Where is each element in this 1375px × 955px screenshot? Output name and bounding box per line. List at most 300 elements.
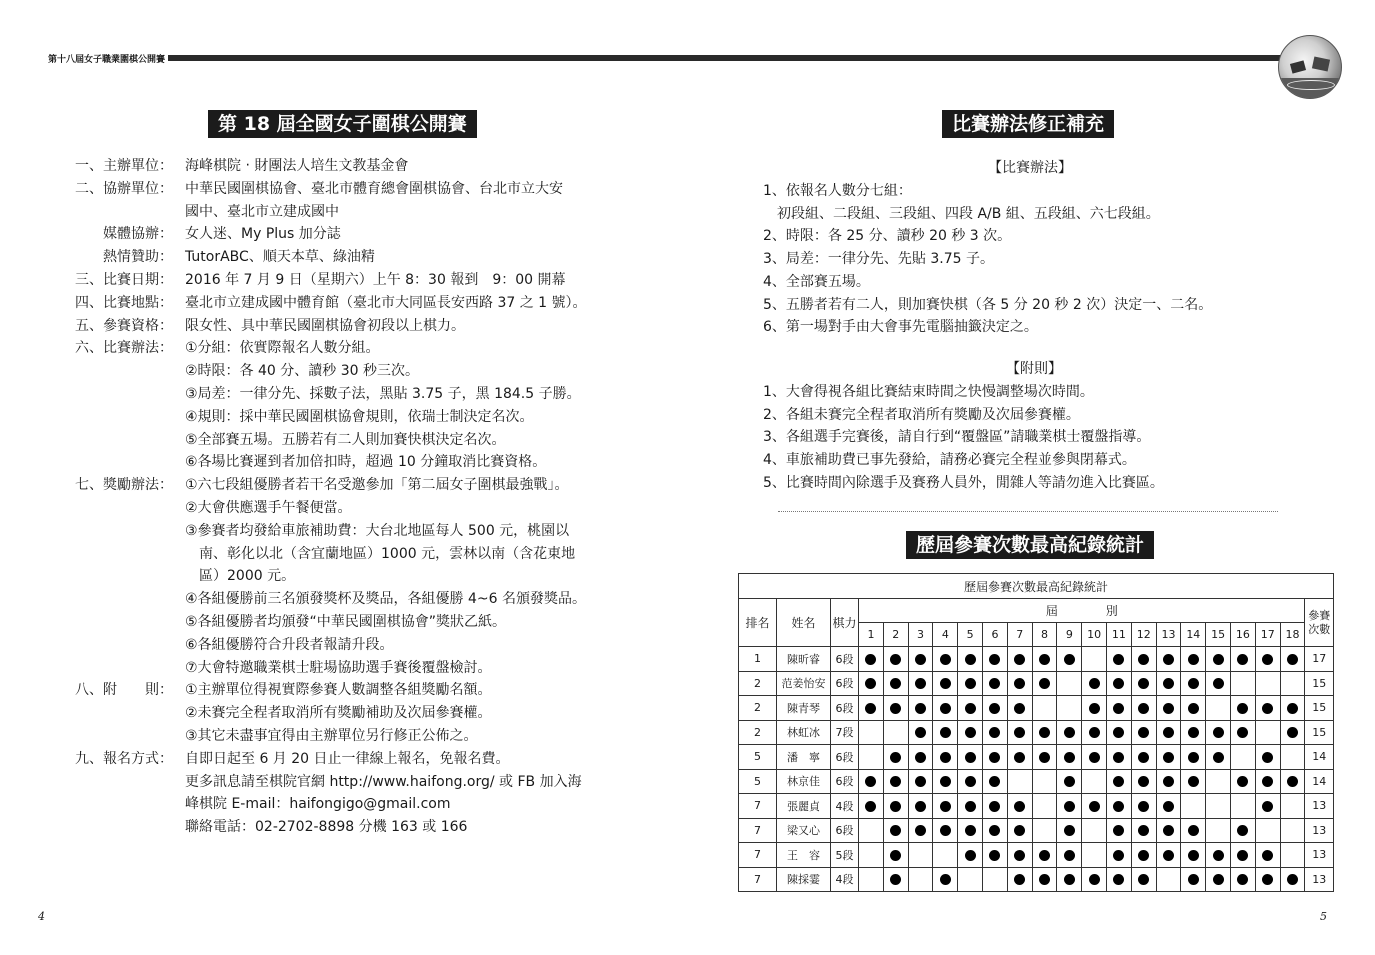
rule-item: 6、第一場對手由大會事先電腦抽籤決定之。 [763, 319, 1038, 336]
cell-attendance [958, 769, 983, 794]
table-caption: 歷屆參賽次數最高紀錄統計 [739, 574, 1334, 599]
attendance-dot [989, 678, 1000, 689]
cell-rank: 5 [739, 745, 777, 770]
cell-attendance [883, 671, 908, 696]
attendance-dot [1113, 727, 1124, 738]
cell-attendance [1231, 867, 1256, 892]
rule-item: 4、全部賽五場。 [763, 273, 870, 290]
cell-attendance [958, 794, 983, 819]
cell-attendance [1255, 647, 1280, 672]
cell-attendance [1255, 794, 1280, 819]
attendance-dot [1163, 776, 1174, 787]
cell-attendance [1082, 647, 1107, 672]
cell-level: 6段 [831, 818, 859, 843]
left-item-text: ④規則：採中華民國圍棋協會規則，依瑞士制決定名次。 [185, 408, 534, 425]
cell-attendance [1181, 696, 1206, 721]
session-number: 17 [1255, 623, 1280, 647]
cell-attendance [1255, 769, 1280, 794]
cell-attendance [1131, 647, 1156, 672]
session-number: 7 [1007, 623, 1032, 647]
attendance-dot [940, 801, 951, 812]
cell-attendance [1156, 720, 1181, 745]
cell-attendance [1206, 720, 1231, 745]
table-row [739, 745, 1334, 770]
cell-level: 5段 [831, 843, 859, 868]
attendance-dot [989, 850, 1000, 861]
attendance-dot [1262, 850, 1273, 861]
attendance-dot [965, 678, 976, 689]
dotted-divider [778, 511, 1278, 512]
left-item-text: ③其它未盡事宜得由主辦單位另行修正公佈之。 [185, 728, 478, 744]
cell-attendance [1280, 794, 1305, 819]
session-number: 10 [1082, 623, 1107, 647]
left-item-label: 六、比賽辦法： [75, 340, 173, 357]
attendance-dot [1188, 703, 1199, 714]
cell-attendance [1181, 818, 1206, 843]
left-item-text: ②大會供應選手午餐便當。 [185, 500, 352, 516]
attendance-dot [989, 825, 1000, 836]
cell-attendance [1206, 818, 1231, 843]
attendance-dot [989, 752, 1000, 763]
cell-attendance [1255, 867, 1280, 892]
table-row [739, 696, 1334, 721]
left-item-text: ②未賽完全程者取消所有獎勵補助及次屆參賽權。 [185, 705, 492, 722]
session-number: 15 [1206, 623, 1231, 647]
cell-name: 梁又心 [777, 818, 831, 843]
left-item-text: 區）2000 元。 [185, 568, 296, 585]
attendance-dot [1064, 727, 1075, 738]
attendance-dot [1014, 752, 1025, 763]
cell-attendance [908, 843, 933, 868]
left-item-text: ①六七段組優勝者若干名受邀參加「第二屆女子圍棋最強戰」。 [185, 477, 569, 494]
attendance-dot [965, 850, 976, 861]
cell-attendance [1107, 867, 1132, 892]
cell-attendance [1082, 745, 1107, 770]
cell-attendance [1156, 794, 1181, 819]
cell-attendance [1032, 745, 1057, 770]
attendance-dot [1188, 727, 1199, 738]
cell-count: 17 [1305, 647, 1334, 672]
attendance-dot [890, 850, 901, 861]
record-table [738, 573, 1334, 892]
cell-attendance [1032, 794, 1057, 819]
cell-attendance [1255, 843, 1280, 868]
cell-attendance [1156, 647, 1181, 672]
cell-attendance [1131, 720, 1156, 745]
cell-attendance [1280, 647, 1305, 672]
attendance-dot [865, 776, 876, 787]
attendance-dot [1014, 703, 1025, 714]
annex-item: 4、車旅補助費已事先發給，請務必賽完全程並參與閉幕式。 [763, 452, 1136, 469]
cell-attendance [1107, 794, 1132, 819]
attendance-dot [1237, 850, 1248, 861]
cell-attendance [908, 696, 933, 721]
left-item-text: 女人迷、My Plus 加分誌 [185, 226, 341, 243]
cell-attendance [1156, 843, 1181, 868]
attendance-dot [1014, 850, 1025, 861]
left-item-text: ③參賽者均發給車旅補助費：大台北地區每人 500 元，桃園以 [185, 522, 570, 539]
session-number: 16 [1231, 623, 1256, 647]
cell-attendance [933, 671, 958, 696]
logo [1278, 35, 1342, 99]
attendance-dot [1113, 776, 1124, 787]
cell-attendance [1007, 745, 1032, 770]
attendance-dot [890, 776, 901, 787]
attendance-dot [1014, 678, 1025, 689]
attendance-dot [1287, 703, 1298, 714]
cell-attendance [1057, 745, 1082, 770]
cell-attendance [1131, 794, 1156, 819]
cell-attendance [883, 794, 908, 819]
cell-attendance [908, 794, 933, 819]
cell-attendance [1206, 745, 1231, 770]
attendance-dot [1113, 752, 1124, 763]
attendance-dot [915, 703, 926, 714]
cell-attendance [1206, 671, 1231, 696]
attendance-dot [1213, 752, 1224, 763]
attendance-dot [1163, 703, 1174, 714]
left-item-label: 熱情贊助： [75, 249, 173, 266]
cell-attendance [1131, 745, 1156, 770]
cell-attendance [1107, 671, 1132, 696]
cell-attendance [1057, 843, 1082, 868]
attendance-dot [1163, 752, 1174, 763]
rule-item: 5、五勝者若有二人，則加賽快棋（各 5 分 20 秒 2 次）決定一、二名。 [763, 296, 1213, 313]
cell-level: 4段 [831, 867, 859, 892]
attendance-dot [890, 703, 901, 714]
attendance-dot [1163, 850, 1174, 861]
left-item-text: ①分組：依實際報名人數分組。 [185, 340, 380, 357]
session-number: 9 [1057, 623, 1082, 647]
attendance-dot [1039, 874, 1050, 885]
attendance-dot [1113, 874, 1124, 885]
cell-count: 13 [1305, 843, 1334, 868]
attendance-dot [1113, 825, 1124, 836]
cell-attendance [1032, 818, 1057, 843]
cell-attendance [883, 843, 908, 868]
attendance-dot [989, 776, 1000, 787]
left-item-label: 五、參賽資格： [75, 317, 173, 334]
attendance-dot [989, 654, 1000, 665]
cell-count: 13 [1305, 818, 1334, 843]
cell-attendance [1231, 671, 1256, 696]
attendance-dot [1089, 678, 1100, 689]
cell-attendance [908, 671, 933, 696]
cell-attendance [1156, 745, 1181, 770]
attendance-dot [1014, 825, 1025, 836]
cell-attendance [1181, 720, 1206, 745]
attendance-dot [1213, 678, 1224, 689]
cell-count: 15 [1305, 671, 1334, 696]
cell-attendance [859, 818, 884, 843]
left-item-text: 自即日起至 6 月 20 日止一律線上報名，免報名費。 [185, 750, 510, 767]
cell-attendance [1156, 696, 1181, 721]
cell-attendance [1007, 671, 1032, 696]
attendance-dot [1262, 874, 1273, 885]
attendance-dot [1163, 654, 1174, 665]
attendance-dot [940, 678, 951, 689]
attendance-dot [1138, 874, 1149, 885]
cell-attendance [1007, 720, 1032, 745]
cell-level: 6段 [831, 647, 859, 672]
left-title: 第 18 屆全國女子圍棋公開賽 [208, 110, 477, 138]
attendance-dot [940, 874, 951, 885]
cell-attendance [958, 647, 983, 672]
left-item-text: 南、彰化以北（含宜蘭地區）1000 元，雲林以南（含花東地 [185, 545, 576, 562]
cell-count: 13 [1305, 794, 1334, 819]
cell-attendance [958, 818, 983, 843]
cell-attendance [883, 818, 908, 843]
cell-attendance [1231, 843, 1256, 868]
attendance-dot [965, 703, 976, 714]
cell-attendance [983, 843, 1008, 868]
cell-attendance [958, 671, 983, 696]
cell-attendance [1032, 720, 1057, 745]
cell-attendance [1107, 647, 1132, 672]
attendance-dot [915, 776, 926, 787]
left-item-text: 2016 年 7 月 9 日（星期六）上午 8：30 報到 9：00 開幕 [185, 272, 566, 288]
table-row [739, 818, 1334, 843]
cell-attendance [1181, 769, 1206, 794]
cell-attendance [1032, 769, 1057, 794]
cell-attendance [1206, 696, 1231, 721]
attendance-dot [1014, 727, 1025, 738]
cell-attendance [983, 720, 1008, 745]
attendance-dot [940, 654, 951, 665]
attendance-dot [1039, 678, 1050, 689]
cell-name: 陳昕睿 [777, 647, 831, 672]
cell-attendance [883, 867, 908, 892]
cell-attendance [1032, 867, 1057, 892]
cell-attendance [859, 745, 884, 770]
attendance-dot [1262, 776, 1273, 787]
cell-attendance [1231, 818, 1256, 843]
cell-attendance [1007, 867, 1032, 892]
attendance-dot [915, 727, 926, 738]
left-item-text: 海峰棋院 ‧ 財團法人培生文教基金會 [185, 158, 409, 174]
cell-attendance [933, 745, 958, 770]
attendance-dot [940, 752, 951, 763]
attendance-dot [1064, 776, 1075, 787]
annex-heading: 【附則】 [1006, 361, 1062, 377]
attendance-dot [940, 776, 951, 787]
cell-rank: 7 [739, 794, 777, 819]
cell-count: 13 [1305, 867, 1334, 892]
cell-attendance [1231, 696, 1256, 721]
cell-level: 6段 [831, 769, 859, 794]
left-item-label: 媒體協辦： [75, 226, 173, 243]
cell-rank: 7 [739, 818, 777, 843]
cell-attendance [1032, 647, 1057, 672]
cell-attendance [1082, 671, 1107, 696]
attendance-dot [1213, 874, 1224, 885]
attendance-dot [1163, 801, 1174, 812]
cell-attendance [1131, 671, 1156, 696]
left-item-text: 臺北市立建成國中體育館（臺北市大同區長安西路 37 之 1 號）。 [185, 294, 587, 311]
attendance-dot [1113, 678, 1124, 689]
attendance-dot [865, 703, 876, 714]
left-item-text: 聯絡電話：02-2702-8898 分機 163 或 166 [185, 819, 468, 836]
cell-attendance [1082, 720, 1107, 745]
cell-rank: 7 [739, 867, 777, 892]
cell-attendance [883, 647, 908, 672]
attendance-dot [1262, 752, 1273, 763]
left-item-text: ⑤各組優勝者均頒發“中華民國圍棋協會”獎狀乙紙。 [185, 614, 507, 630]
cell-rank: 2 [739, 671, 777, 696]
cell-attendance [883, 745, 908, 770]
cell-attendance [958, 696, 983, 721]
right-page-number: 5 [1320, 910, 1327, 923]
left-item-label: 七、獎勵辦法： [75, 477, 173, 494]
cell-attendance [933, 769, 958, 794]
cell-attendance [1255, 745, 1280, 770]
attendance-dot [1188, 752, 1199, 763]
session-number: 1 [859, 623, 884, 647]
left-page-number: 4 [38, 910, 45, 923]
attendance-dot [1237, 654, 1248, 665]
attendance-dot [1287, 776, 1298, 787]
attendance-dot [915, 801, 926, 812]
header-rank: 排名 [739, 599, 777, 647]
annex-item: 2、各組未賽完全程者取消所有獎勵及次屆參賽權。 [763, 406, 1080, 423]
attendance-dot [1039, 752, 1050, 763]
session-number: 13 [1156, 623, 1181, 647]
attendance-dot [1213, 654, 1224, 665]
cell-attendance [1107, 769, 1132, 794]
cell-name: 張麗貞 [777, 794, 831, 819]
cell-level: 7段 [831, 720, 859, 745]
cell-attendance [1181, 671, 1206, 696]
attendance-dot [1188, 825, 1199, 836]
left-item-text: 中華民國圍棋協會、臺北市體育總會圍棋協會、台北市立大安 [185, 180, 563, 197]
attendance-dot [1163, 678, 1174, 689]
cell-attendance [859, 696, 884, 721]
header-name: 姓名 [777, 599, 831, 647]
attendance-dot [940, 727, 951, 738]
attendance-dot [1237, 727, 1248, 738]
attendance-dot [1064, 654, 1075, 665]
cell-attendance [908, 867, 933, 892]
attendance-dot [965, 776, 976, 787]
cell-attendance [1107, 745, 1132, 770]
cell-attendance [933, 818, 958, 843]
cell-level: 6段 [831, 696, 859, 721]
table-row [739, 671, 1334, 696]
cell-level: 6段 [831, 745, 859, 770]
cell-attendance [1231, 647, 1256, 672]
attendance-dot [1262, 654, 1273, 665]
attendance-dot [1113, 703, 1124, 714]
cell-attendance [859, 720, 884, 745]
table-row [739, 867, 1334, 892]
cell-attendance [1156, 818, 1181, 843]
attendance-dot [865, 801, 876, 812]
cell-attendance [1156, 867, 1181, 892]
cell-attendance [1231, 745, 1256, 770]
cell-attendance [883, 696, 908, 721]
attendance-dot [890, 874, 901, 885]
attendance-dot [1188, 678, 1199, 689]
attendance-dot [1138, 850, 1149, 861]
header-sessions: 屆 別 [859, 599, 1305, 623]
attendance-dot [1138, 825, 1149, 836]
header-bar [168, 55, 1298, 61]
cell-attendance [1107, 720, 1132, 745]
attendance-dot [1138, 654, 1149, 665]
cell-attendance [1057, 769, 1082, 794]
attendance-dot [1039, 850, 1050, 861]
annex-item: 3、各組選手完賽後，請自行到“覆盤區”請職業棋士覆盤指導。 [763, 429, 1151, 446]
cell-attendance [983, 647, 1008, 672]
cell-attendance [983, 867, 1008, 892]
attendance-dot [965, 825, 976, 836]
table-row [739, 794, 1334, 819]
session-number: 3 [908, 623, 933, 647]
attendance-dot [1237, 776, 1248, 787]
cell-attendance [1007, 818, 1032, 843]
cell-attendance [1206, 794, 1231, 819]
cell-attendance [933, 696, 958, 721]
cell-attendance [1131, 818, 1156, 843]
cell-attendance [983, 769, 1008, 794]
cell-attendance [1280, 769, 1305, 794]
cell-attendance [1131, 867, 1156, 892]
left-item-text: ①主辦單位得視實際參賽人數調整各組獎勵名額。 [185, 682, 492, 699]
attendance-dot [890, 825, 901, 836]
cell-attendance [1231, 769, 1256, 794]
cell-rank: 2 [739, 696, 777, 721]
cell-attendance [1057, 794, 1082, 819]
cell-attendance [1280, 843, 1305, 868]
cell-attendance [1206, 769, 1231, 794]
cell-attendance [983, 696, 1008, 721]
cell-attendance [1280, 696, 1305, 721]
rules-heading: 【比賽辦法】 [988, 160, 1072, 176]
cell-attendance [1082, 769, 1107, 794]
attendance-dot [965, 801, 976, 812]
left-item-label: 八、附 則： [75, 682, 173, 699]
table-row [739, 720, 1334, 745]
attendance-dot [989, 727, 1000, 738]
attendance-dot [1163, 727, 1174, 738]
attendance-dot [915, 678, 926, 689]
cell-attendance [908, 818, 933, 843]
cell-level: 4段 [831, 794, 859, 819]
attendance-dot [890, 752, 901, 763]
cell-attendance [883, 720, 908, 745]
left-item-label: 二、協辦單位： [75, 180, 173, 197]
attendance-dot [890, 678, 901, 689]
attendance-dot [965, 654, 976, 665]
attendance-dot [1262, 703, 1273, 714]
attendance-dot [1188, 850, 1199, 861]
attendance-dot [940, 825, 951, 836]
cell-attendance [1280, 867, 1305, 892]
attendance-dot [1138, 801, 1149, 812]
left-item-text: 國中、臺北市立建成國中 [185, 203, 339, 220]
attendance-dot [1213, 850, 1224, 861]
session-number: 8 [1032, 623, 1057, 647]
cell-attendance [933, 720, 958, 745]
attendance-dot [1039, 654, 1050, 665]
cell-attendance [1131, 769, 1156, 794]
cell-attendance [1255, 720, 1280, 745]
attendance-dot [1113, 850, 1124, 861]
cell-attendance [1057, 720, 1082, 745]
right-title: 比賽辦法修正補充 [942, 110, 1114, 138]
attendance-dot [1138, 727, 1149, 738]
attendance-dot [890, 654, 901, 665]
